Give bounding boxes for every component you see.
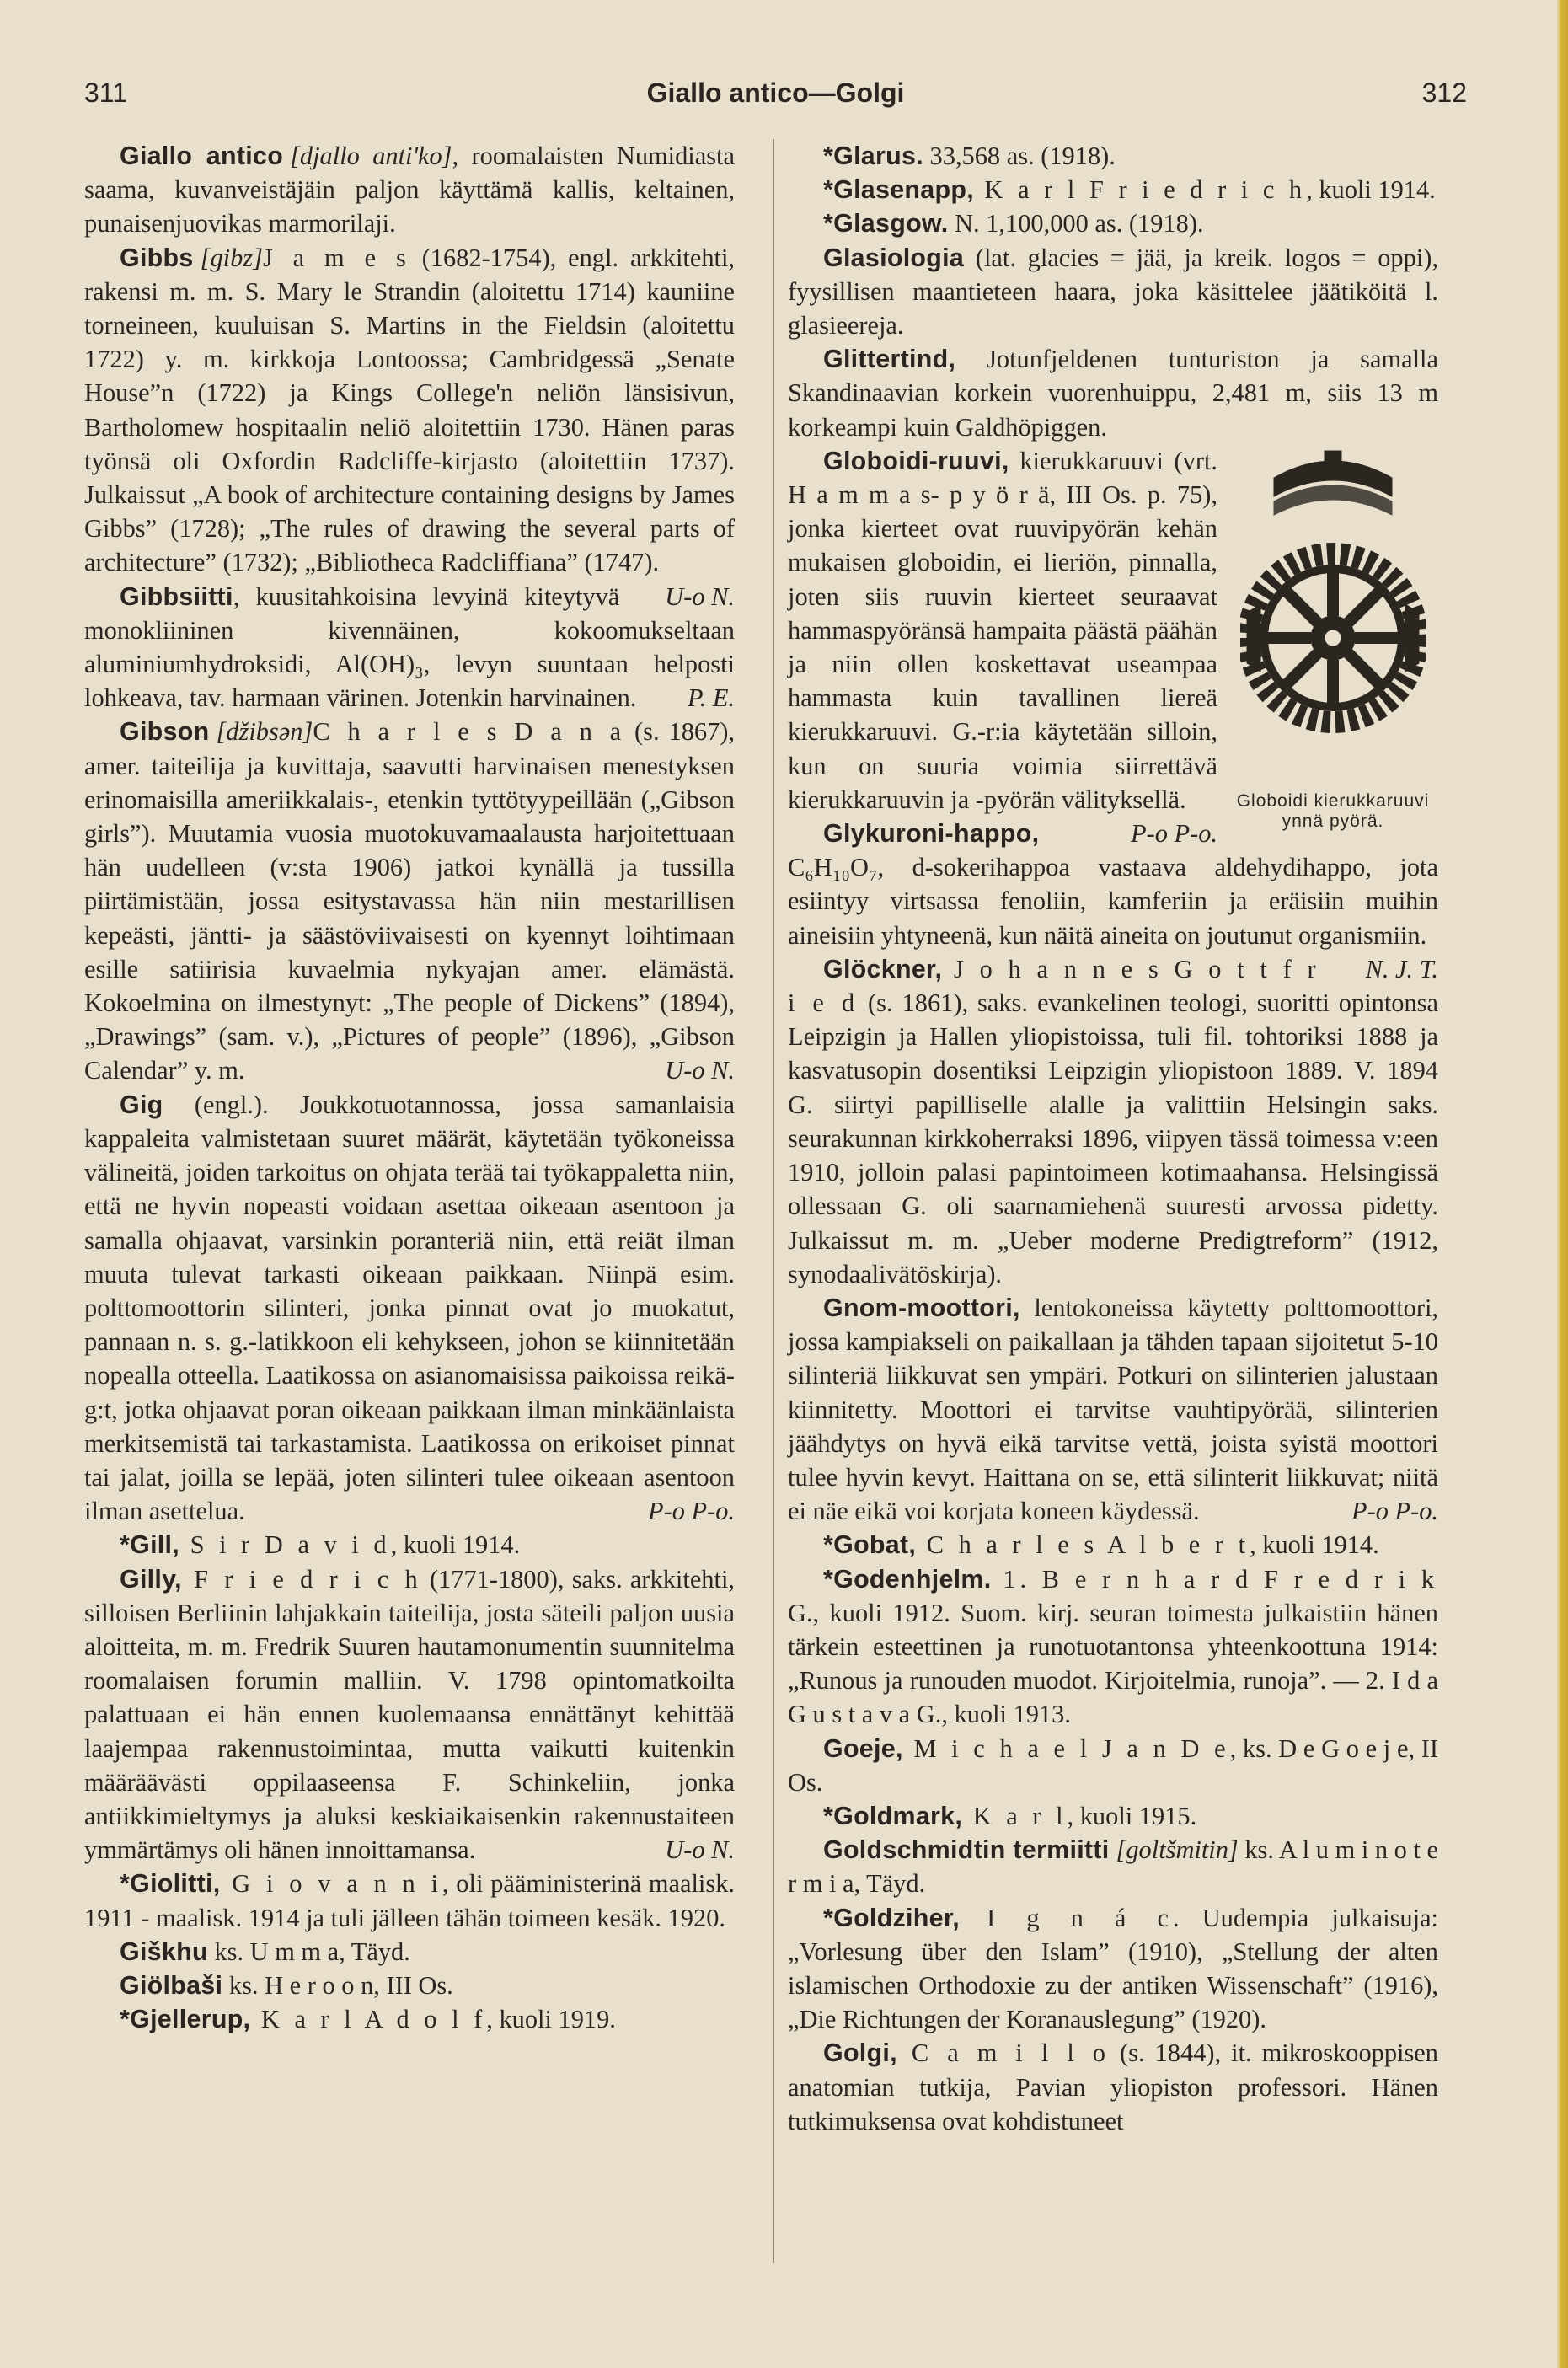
author-signature: P-o P-o. bbox=[648, 1497, 735, 1526]
spaced-name: K a r l bbox=[962, 1801, 1068, 1830]
spaced-name: S i r D a v i d bbox=[179, 1530, 391, 1560]
headword: *Glasgow. bbox=[823, 209, 949, 238]
entry bbox=[84, 1867, 735, 1934]
entry-text: Jotunfjeldenen tunturiston ja samalla Skandinaavian korkein vuorenhuippu, 2,481 m, siis 13 m korkeampi kuin Galdhöpiggen. bbox=[788, 345, 1438, 442]
entry bbox=[788, 1799, 1438, 1833]
entry bbox=[84, 1088, 735, 1529]
entry bbox=[788, 1291, 1438, 1528]
spaced-name: 1. B e r n h a r d F r e d r i k bbox=[991, 1564, 1438, 1594]
author-signature: P-o P-o. bbox=[1351, 1497, 1438, 1526]
headword: Gibson bbox=[120, 717, 210, 747]
pronunciation: [gibz] bbox=[200, 243, 263, 272]
entry-text: , kuoli 1914. bbox=[390, 1530, 521, 1560]
headword: Gibbs bbox=[120, 243, 194, 272]
entry-text: , kuusitahkoisina levyinä kiteytyvä monokliininen kivennäinen, kokoomukseltaan aluminiumhydroksidi, Al(OH)₃, levyn suuntaan helposti lohkeava, tav. harmaan värinen. Jotenkin harvinainen. bbox=[84, 581, 735, 713]
author-signature: U-o N. bbox=[665, 1056, 735, 1085]
entry bbox=[788, 173, 1438, 206]
headword: Giölbaši bbox=[120, 1970, 223, 2000]
running-head: Giallo antico—Golgi bbox=[646, 78, 905, 108]
spaced-name: C h a r l e s A l b e r t bbox=[916, 1530, 1250, 1560]
page-header bbox=[84, 78, 1467, 120]
entry bbox=[84, 715, 735, 1087]
headword: *Glasenapp, bbox=[823, 175, 974, 205]
entry-text: , kuoli 1919. bbox=[486, 2005, 616, 2034]
headword: Gnom-moottori, bbox=[823, 1293, 1020, 1322]
spaced-name: C a m i l l o bbox=[896, 2039, 1110, 2068]
headword: Glittertind, bbox=[823, 345, 956, 374]
headword: Giallo antico bbox=[120, 142, 284, 170]
entry bbox=[788, 1528, 1438, 1562]
right-column bbox=[788, 139, 1438, 2138]
spaced-name: G i o v a n n i bbox=[220, 1869, 442, 1899]
entry bbox=[84, 2002, 735, 2036]
entry-text: 33,568 as. (1918). bbox=[923, 142, 1116, 170]
entry-text: , roomalaisten Numidiasta saama, kuvanveistäjäin paljon käyttämä kallis, keltainen, punaisenjuovikas marmorilaji. bbox=[84, 142, 735, 238]
entry-text: (1682-1754), engl. arkkitehti, rakensi m. m. S. Mary le Strandin (aloitettu 1714) kauniine torneineen, kuuluisan S. Martins in the Fieldsin (aloitettu 1722) y. m. kirkkoja Lontoossa; Cambridgessä „Senate House”n (1722) ja Kings College'n neliön länsisivun, Bartholomew hospitaalin neliö aloitettiin 1730. Hänen paras työnsä oli Oxfordin Radcliffe-kirjasto (aloitettiin 1737). Julkaissut „A book of architecture containing designs by James Gibbs” (1728); „The rules of drawing the several parts of architecture” (1732); „Bibliotheca Radcliffiana” (1747). bbox=[84, 243, 735, 577]
entry-text: C₆H₁₀O₇, d-sokerihappoa vastaava aldehydihappo, jota esiintyy virtsassa fenoliin, kamferiin ja eräisiin muihin aineisiin yhtyneenä, kun näitä aineita on joutunut organismiin. bbox=[788, 853, 1438, 950]
headword: Glykuroni-happo, bbox=[823, 819, 1040, 849]
entry bbox=[788, 1833, 1438, 1900]
entry bbox=[788, 1901, 1438, 2037]
entry-text: (lat. glacies = jää, ja kreik. logos = oppi), fyysillisen maantieteen haara, joka käsittelee jäätiköitä l. glasieereja. bbox=[788, 243, 1438, 340]
headword: *Godenhjelm. bbox=[823, 1564, 992, 1594]
headword: *Giolitti, bbox=[120, 1869, 221, 1899]
entry-text: (s. 1844), it. mikroskooppisen anatomian tutkija, Pavian yliopiston professori. Hänen tutkimuksensa ovat kohdistuneet bbox=[788, 2039, 1438, 2135]
headword: *Goldmark, bbox=[823, 1801, 963, 1830]
headword: *Goldziher, bbox=[823, 1903, 961, 1932]
author-signature: P. E. bbox=[687, 683, 735, 713]
entry bbox=[788, 342, 1438, 444]
headword: Golgi, bbox=[823, 2039, 897, 2068]
headword: Gig bbox=[120, 1090, 163, 1119]
spaced-name: K a r l A d o l f bbox=[250, 2005, 487, 2034]
author-signature: N. J. T. bbox=[1365, 954, 1438, 983]
headword: *Gobat, bbox=[823, 1530, 917, 1560]
entry-text: , kuoli 1915. bbox=[1067, 1801, 1197, 1830]
spaced-name: J a m e s bbox=[262, 243, 410, 272]
spaced-name: I g n á c bbox=[960, 1903, 1174, 1932]
entry bbox=[788, 2036, 1438, 2138]
entry bbox=[788, 241, 1438, 343]
spaced-name: K a r l F r i e d r i c h bbox=[973, 175, 1307, 205]
headword: *Glarus. bbox=[823, 142, 923, 170]
figure-caption: Globoidi kierukkaruuvi ynnä pyörä. bbox=[1236, 790, 1430, 831]
figure bbox=[1228, 444, 1438, 832]
entry-text: (engl.). Joukkotuotannossa, jossa samanlaisia kappaleita valmistetaan suuret määrät, käytetään työkoneissa välineitä, joiden tarkoitus on ohjata terää tai työkappaletta niin, että ne hyvin nopeasti voidaan asettaa oikeaan asentoon ja samalla ohjaavat, varsinkin poranteriä niin, että reiät ilman muuta tulevat tarkasti oikeaan paikkaan. Niinpä esim. polttomoottorin silinteri, jonka pinnat ovat jo muokatut, pannaan n. s. g.-latikkoon eli kehykseen, johon se kiinnitetään nopealla otteella. Laatikossa on asianomaisissa paikoissa reikä-g:t, jotka ohjaavat poran oikeaan paikkaan ilman minkäänlaista merkitsemistä tai tarkastamista. Laatikossa on erikoiset pinnat tai jalat, joilla se lepää, joten silinteri tulee oikeaan asentoon ilman asettelua. bbox=[84, 1090, 735, 1526]
headword: *Gill, bbox=[120, 1530, 180, 1560]
entry-text: ks. A l u m i n o t e r m i a, Täyd. bbox=[788, 1835, 1438, 1899]
entry bbox=[788, 1562, 1438, 1732]
entry bbox=[84, 1528, 735, 1562]
entry bbox=[84, 1969, 735, 2002]
entry-text: ks. U m m a, Täyd. bbox=[207, 1937, 410, 1966]
page-edge-tab bbox=[1556, 0, 1568, 2368]
headword: Globoidi-ruuvi, bbox=[823, 446, 1009, 475]
headword: Glöckner, bbox=[823, 954, 943, 983]
entry-text: G., kuoli 1912. Suom. kirj. seuran toimesta julkaistiin hänen tärkein esteettinen ja runotuotantonsa yhteenkoottuna 1914: „Runous ja runouden muodot. Kirjoitelmia, runoja”. — 2. I d a G u s t a v a G., kuoli 1913. bbox=[788, 1598, 1438, 1729]
headword: Goeje, bbox=[823, 1733, 903, 1763]
entry-text: , kuoli 1914. bbox=[1250, 1530, 1379, 1560]
headword: Goldschmidtin termiitti bbox=[823, 1835, 1110, 1865]
entry-text: , oli pääministerinä maalisk. 1911 - maalisk. 1914 ja tuli jälleen tähän toimeen kesäk. 1920. bbox=[84, 1869, 735, 1932]
entry-text: , kuoli 1914. bbox=[1306, 175, 1436, 205]
column-divider bbox=[773, 139, 774, 2263]
headword: Giškhu bbox=[120, 1937, 208, 1966]
entry bbox=[788, 1732, 1438, 1799]
entry-text: (s. 1861), saks. evankelinen teologi, suoritti opintonsa Leipzigin ja Hallen yliopistoissa, tuli fil. tohtoriksi 1888 ja kasvatusopin dosentiksi Leipzigin yliopistoon 1889. V. 1894 G. siirtyi papilliselle alalle ja valittiin Helsingin saks. seurakunnan kirkkoherraksi 1896, viipyen tässä toimessa v:een 1910, jolloin palasi papintoimeen kotimaahansa. Helsingissä ollessaan G. oli saarnamiehenä suuresti arvossa pidetty. Julkaissut m. m. „Ueber moderne Predigtreform” (1912, synodaalivätöskirja). bbox=[788, 988, 1438, 1288]
page-number-left: 311 bbox=[84, 78, 128, 108]
entry bbox=[84, 1935, 735, 1969]
spaced-name: C h a r l e s D a n a bbox=[313, 717, 626, 747]
left-column bbox=[84, 139, 735, 2036]
entry-text: lentokoneissa käytetty polttomoottori, jossa kampiakseli on paikallaan ja tähden tapaan sijoitetut 5-10 silinteriä liikkuvat sen ympäri. Potkuri on silinterien jalustaan kiinnitetty. Moottori ei tarvitse vauhtipyörää, silinterien jäähdytys on hyvä eikä tarvitse vettä, joista syistä moottori tulee hyvin kevyt. Haittana on se, että silinterit liikkuvat; niitä ei näe eikä voi korjata koneen käydessä. bbox=[788, 1293, 1438, 1526]
entry-text: . Uudempia julkaisuja: „Vorlesung über den Islam” (1910), „Stellung der alten islamischen Orthodoxie zu der antiken Wissenschaft” (1916), „Die Richtungen der Koranauslegung” (1920). bbox=[788, 1903, 1439, 2034]
headword: Gilly, bbox=[120, 1564, 182, 1594]
entry-text: N. 1,100,000 as. (1918). bbox=[948, 209, 1204, 238]
pronunciation: [džibsən] bbox=[216, 717, 313, 747]
author-signature: U-o N. bbox=[665, 1835, 735, 1865]
spaced-name: J o h a n n e s G o t t f r i e d bbox=[788, 954, 1320, 1018]
pronunciation: [goltšmitin] bbox=[1116, 1835, 1239, 1865]
author-signature: U-o N. bbox=[665, 581, 735, 611]
page-number-right: 312 bbox=[1421, 78, 1467, 108]
headword: Gibbsiitti bbox=[120, 581, 233, 611]
entry bbox=[84, 1562, 735, 1867]
entry-text: ks. H e r o o n, III Os. bbox=[222, 1970, 453, 2000]
entry bbox=[788, 139, 1438, 173]
headword: Glasiologia bbox=[823, 243, 965, 272]
entry bbox=[788, 206, 1438, 240]
entry-text: , ks. D e G o e j e, II Os. bbox=[788, 1733, 1438, 1797]
entry-text: (s. 1867), amer. taiteilija ja kuvittaja, saavutti harvinaisen menestyksen erinomaisilla ameriikkalais-, etenkin tyttötyypeillään („Gibson girls”). Muutamia vuosia muotokuvamaalausta harjoitettuaan hän uudelleen (v:sta 1906) jatkoi kynällä ja tussilla piirtämistään, jossa esitystavassa hän niin mestarillisen kepeästi, jäntti- ja säästöviivaisesti on kyennyt loihtimaan esille satiirisia kuvaelmia nykyajan amer. elämästä. Kokoelmina on ilmestynyt: „The people of Dickens” (1894), „Drawings” (sam. v.), „Pictures of people” (1896), „Gibson Calendar” y. m. bbox=[84, 717, 735, 1085]
spaced-name: M i c h a e l J a n D e bbox=[902, 1733, 1230, 1763]
pronunciation: [djallo anti'ko] bbox=[290, 142, 452, 170]
spaced-name: F r i e d r i c h bbox=[181, 1564, 422, 1594]
entry bbox=[788, 952, 1438, 1291]
author-signature: P-o P-o. bbox=[1131, 819, 1217, 849]
entry-text: kierukkaruuvi (vrt. H a m m a s- p y ö r ä, III Os. p. 75), jonka kierteet ovat ruuvipyörän kehän mukaisen globoidin, ei lieriön, pinnalla, joten siis ruuvin kierteet seuraavat hammaspyöränsä hampaita päästä päähän ja niin ollen koskettavat useampaa hammasta kuin tavallinen liereä kierukkaruuvi. G.-r:ia käytetään silloin, kun on suuria voimia siirrettävä kierukkaruuvin ja -pyörän välityksellä. bbox=[788, 446, 1217, 814]
headword: *Gjellerup, bbox=[120, 2005, 251, 2034]
entry-text: (1771-1800), saks. arkkitehti, silloisen Berliinin lahjakkain taiteilija, josta säteili paljon uusia aloitteita, m. m. Fredrik Suuren hautamonumentin suunnitelma roomalaisen forumin malliin. V. 1798 opintomatkoilta palattuaan ei hän ennen kuolemaansa ennättänyt kehittää laajempaa rakennustoimintaa, mutta vaikutti kuitenkin määräävästi oppilaaseensa F. Schinkeliin, jonka antiikkimieltymys ja aluksi keskiaikaisenkin rakennustaiteen ymmärtämys oli hänen innoittamansa. bbox=[84, 1564, 735, 1865]
globoid-worm-gear-icon bbox=[1240, 444, 1426, 790]
entry bbox=[84, 139, 735, 241]
